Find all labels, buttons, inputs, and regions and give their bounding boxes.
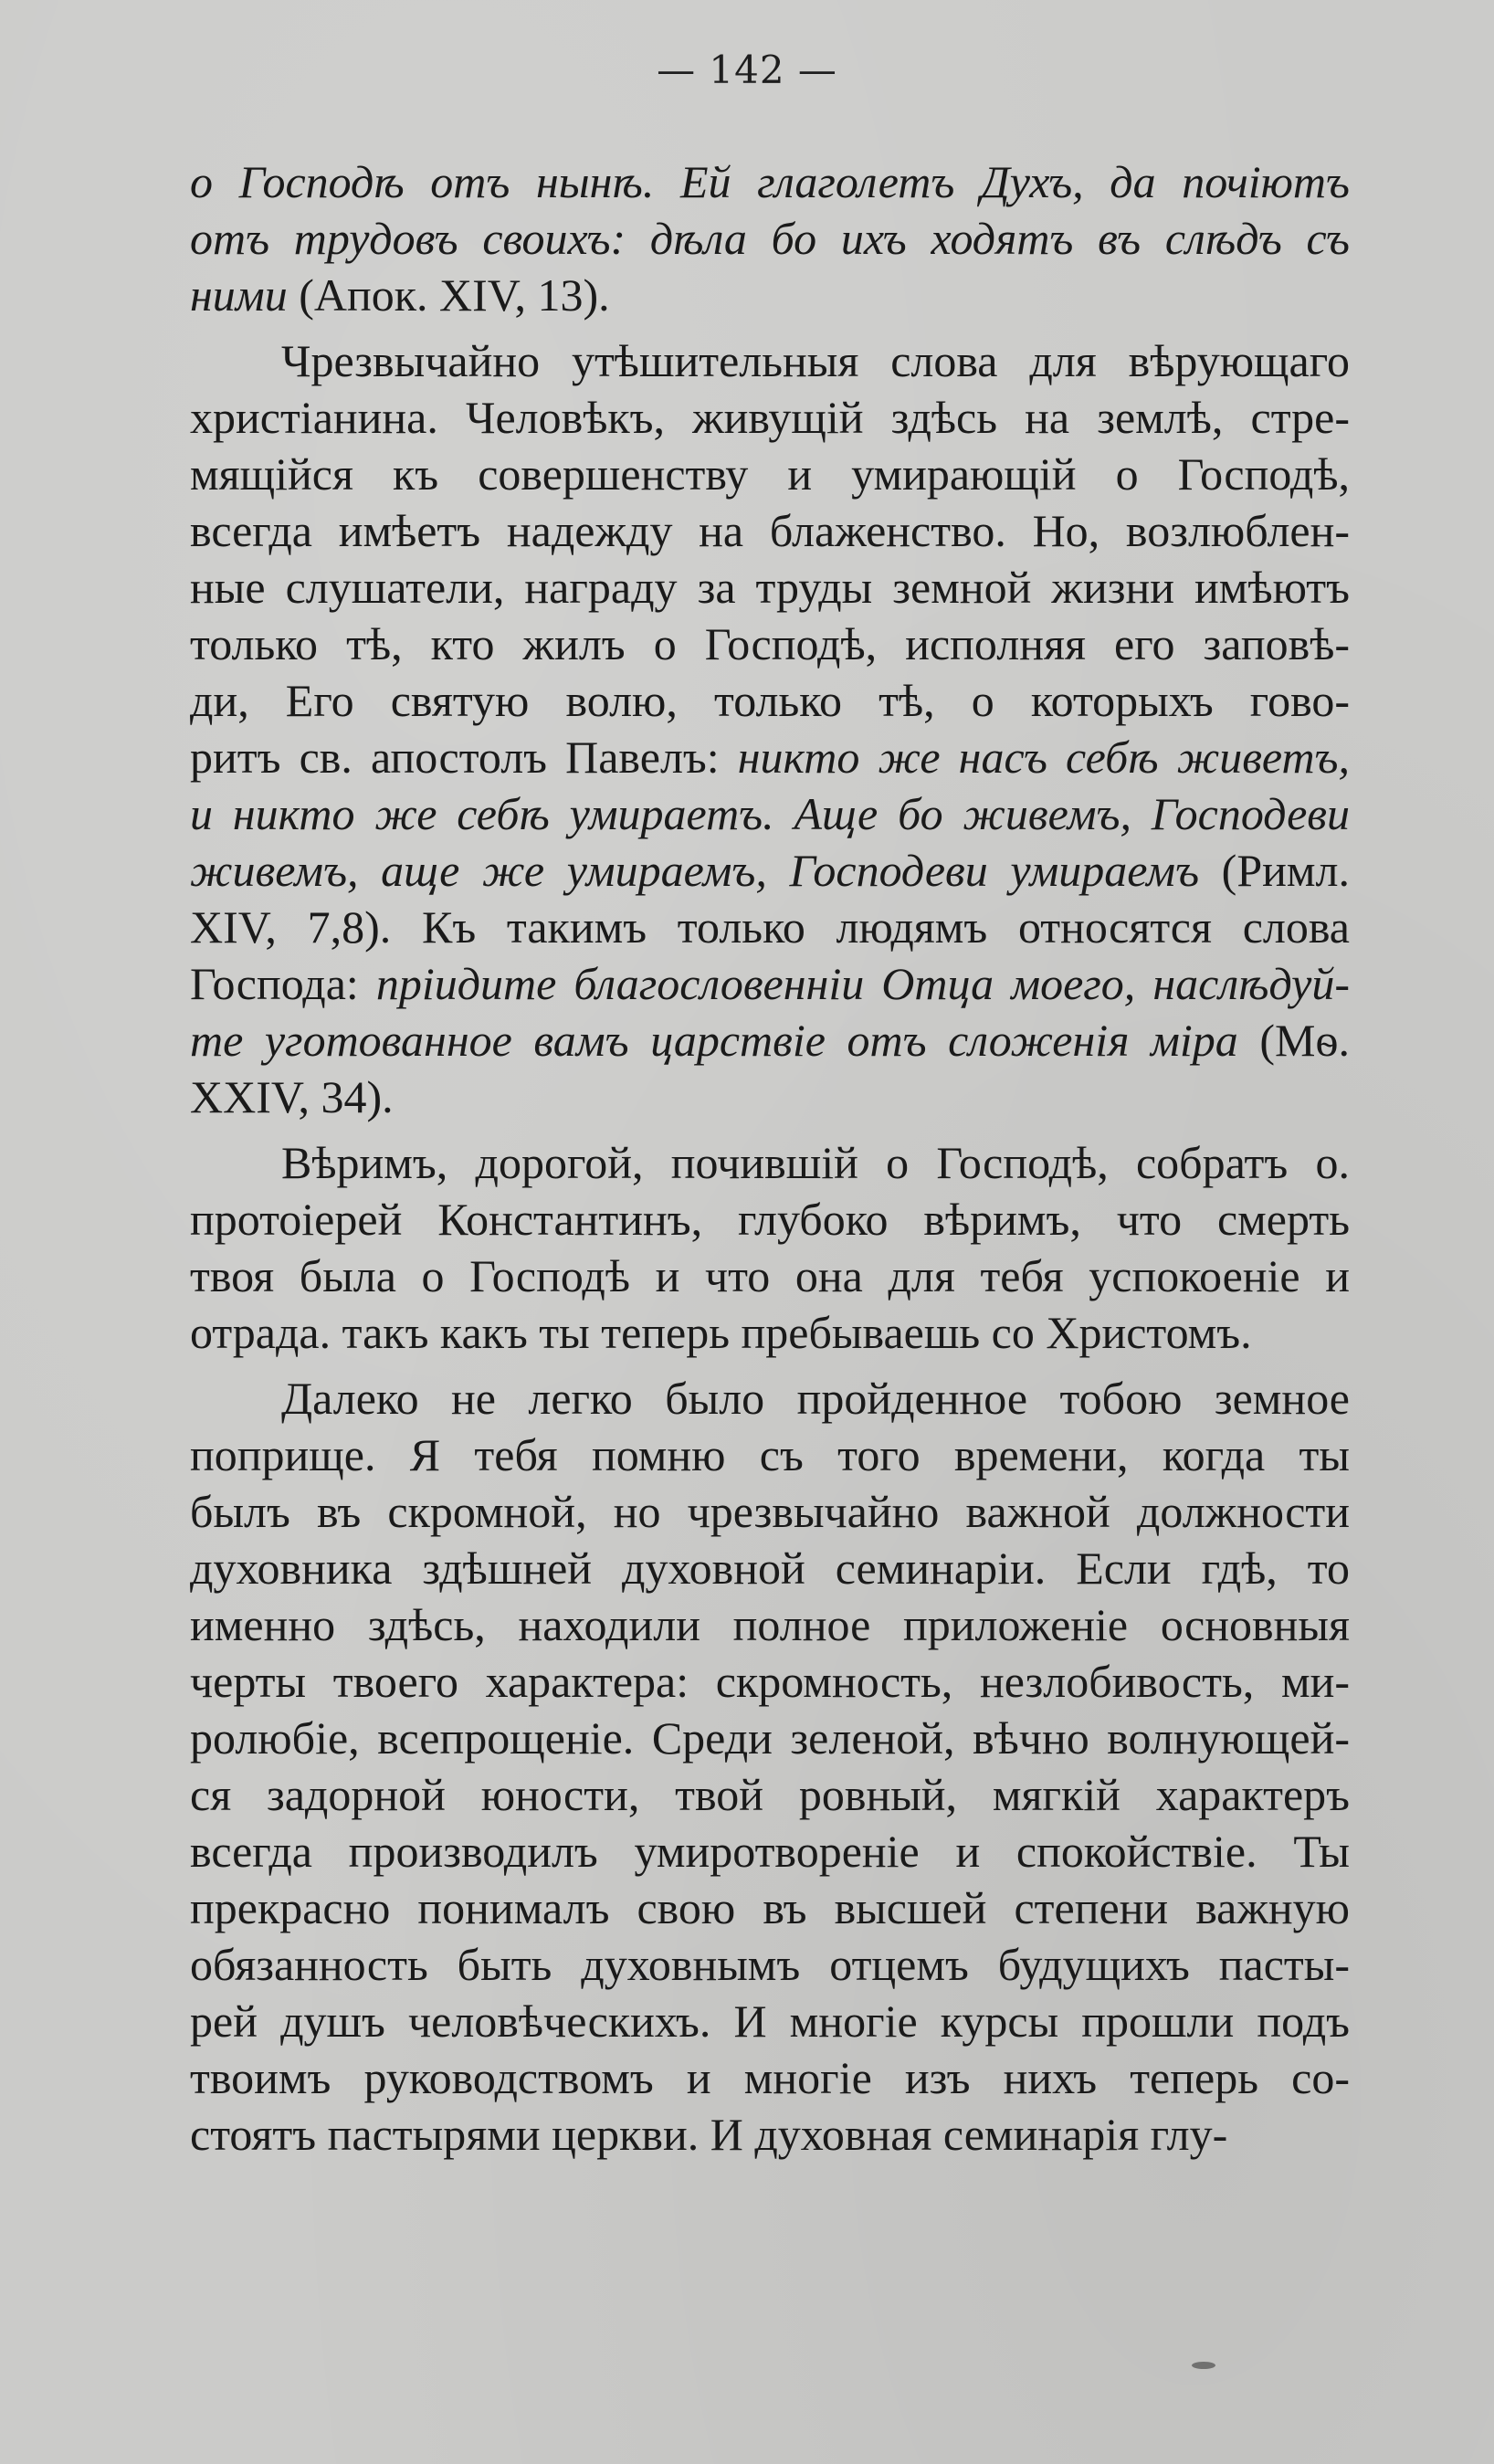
paragraph-gap [190,1125,1350,1134]
italic-text: ними [190,269,288,321]
text-segment: ные слушатели, награду за труды земной жизни имѣютъ [190,562,1350,613]
text-line [190,1191,1350,1248]
text-line [190,1427,1350,1483]
text-segment: (Апок. XIV, 13). [287,269,610,321]
ink-smudge [1192,2362,1215,2369]
text-segment: Чрезвычайно утѣшительныя слова для вѣрующаго [281,335,1350,386]
text-segment: ди, Его святую волю, только тѣ, о которыхъ гово- [190,675,1350,726]
text-line [190,1766,1350,1823]
text-line [190,210,1350,267]
text-segment: отрада. такъ какъ ты теперь пребываешь со Христомъ. [190,1307,1252,1358]
text-segment: стоятъ пастырями церкви. И духовная семинарія глу- [190,2109,1228,2160]
text-line [190,616,1350,672]
text-line [190,729,1350,785]
body-text [190,153,1350,2163]
paragraph-gap [190,1361,1350,1370]
text-line [190,1823,1350,1880]
text-segment: мящійся къ совершенству и умирающій о Господѣ, [190,448,1350,500]
text-segment: именно здѣсь, находили полное приложеніе основныя [190,1599,1350,1650]
text-segment: Господа: [190,958,376,1009]
italic-text: никто же насъ себѣ живетъ, [737,732,1350,783]
text-segment: Далеко не легко было пройденное тобою земное [281,1373,1350,1424]
text-segment: черты твоего характера: скромность, незлобивость, ми- [190,1656,1350,1707]
text-line [190,842,1350,899]
text-segment: ритъ св. апостолъ Павелъ: [190,732,738,783]
text-segment: (Римл. [1199,845,1350,896]
text-segment: обязанность быть духовнымъ отцемъ будущихъ пасты- [190,1939,1350,1990]
italic-text: те уготованное вамъ царствіе отъ сложенія міра [190,1015,1238,1066]
text-line [190,1936,1350,1993]
text-segment: ся задорной юности, твой ровный, мягкій характеръ [190,1769,1350,1820]
text-line [190,389,1350,446]
text-segment: протоіерей Константинъ, глубоко вѣримъ, что смерть [190,1194,1350,1245]
text-line [190,1880,1350,1936]
text-segment: былъ въ скромной, но чрезвычайно важной должности [190,1486,1350,1537]
text-line [190,446,1350,502]
text-segment: Вѣримъ, дорогой, почившій о Господѣ, собратъ о. [281,1137,1350,1188]
italic-text: отъ трудовъ своихъ: дѣла бо ихъ ходятъ въ слѣдъ съ [190,213,1350,264]
text-line [190,1540,1350,1596]
italic-text: пріидите благословенніи Отца моего, наслѣдуй- [375,958,1350,1009]
text-line [190,1483,1350,1540]
text-line [190,559,1350,616]
text-line [190,1069,1350,1125]
text-line [190,267,1350,323]
text-line [190,153,1350,210]
text-segment: всегда имѣетъ надежду на блаженство. Но, возлюблен- [190,505,1350,556]
text-segment: рей душъ человѣческихъ. И многіе курсы прошли подъ [190,1995,1350,2047]
text-segment: ролюбіе, всепрощеніе. Среди зеленой, вѣчно волнующей- [190,1712,1350,1764]
text-line [190,1134,1350,1191]
text-segment: XIV, 7,8). Къ такимъ только людямъ относятся слова [190,901,1350,953]
text-segment: только тѣ, кто жилъ о Господѣ, исполняя его заповѣ- [190,618,1350,669]
text-segment: твоимъ руководствомъ и многіе изъ нихъ теперь со- [190,2052,1350,2103]
text-line [190,1710,1350,1766]
text-line [190,955,1350,1012]
text-segment: поприще. Я тебя помню съ того времени, когда ты [190,1429,1350,1480]
text-line [190,1653,1350,1710]
text-line [190,1370,1350,1427]
text-segment: христіанина. Человѣкъ, живущій здѣсь на землѣ, стре- [190,392,1350,443]
text-line [190,1993,1350,2049]
paragraph-gap [190,323,1350,332]
text-segment: духовника здѣшней духовной семинаріи. Если гдѣ, то [190,1543,1350,1594]
text-line [190,1304,1350,1361]
text-segment: (Мѳ. [1237,1015,1350,1066]
text-segment: XXIV, 34). [190,1071,394,1122]
text-line [190,785,1350,842]
text-line [190,1248,1350,1304]
text-segment: прекрасно понималъ свою въ высшей степени важную [190,1882,1350,1933]
text-line [190,899,1350,955]
text-segment: всегда производилъ умиротвореніе и спокойствіе. Ты [190,1826,1350,1877]
italic-text: о Господѣ отъ нынѣ. Ей глаголетъ Духъ, да почіютъ [190,156,1350,207]
text-line [190,1596,1350,1653]
text-line [190,502,1350,559]
italic-text: живемъ, аще же умираемъ, Господеви умираемъ [190,845,1200,896]
text-line [190,2049,1350,2106]
text-line [190,332,1350,389]
text-segment: твоя была о Господѣ и что она для тебя успокоеніе и [190,1250,1350,1301]
text-line [190,672,1350,729]
text-line [190,1012,1350,1069]
italic-text: и никто же себѣ умираетъ. Аще бо живемъ, Господеви [190,788,1350,839]
text-line [190,2106,1350,2163]
page-number: — 142 — [657,47,837,92]
